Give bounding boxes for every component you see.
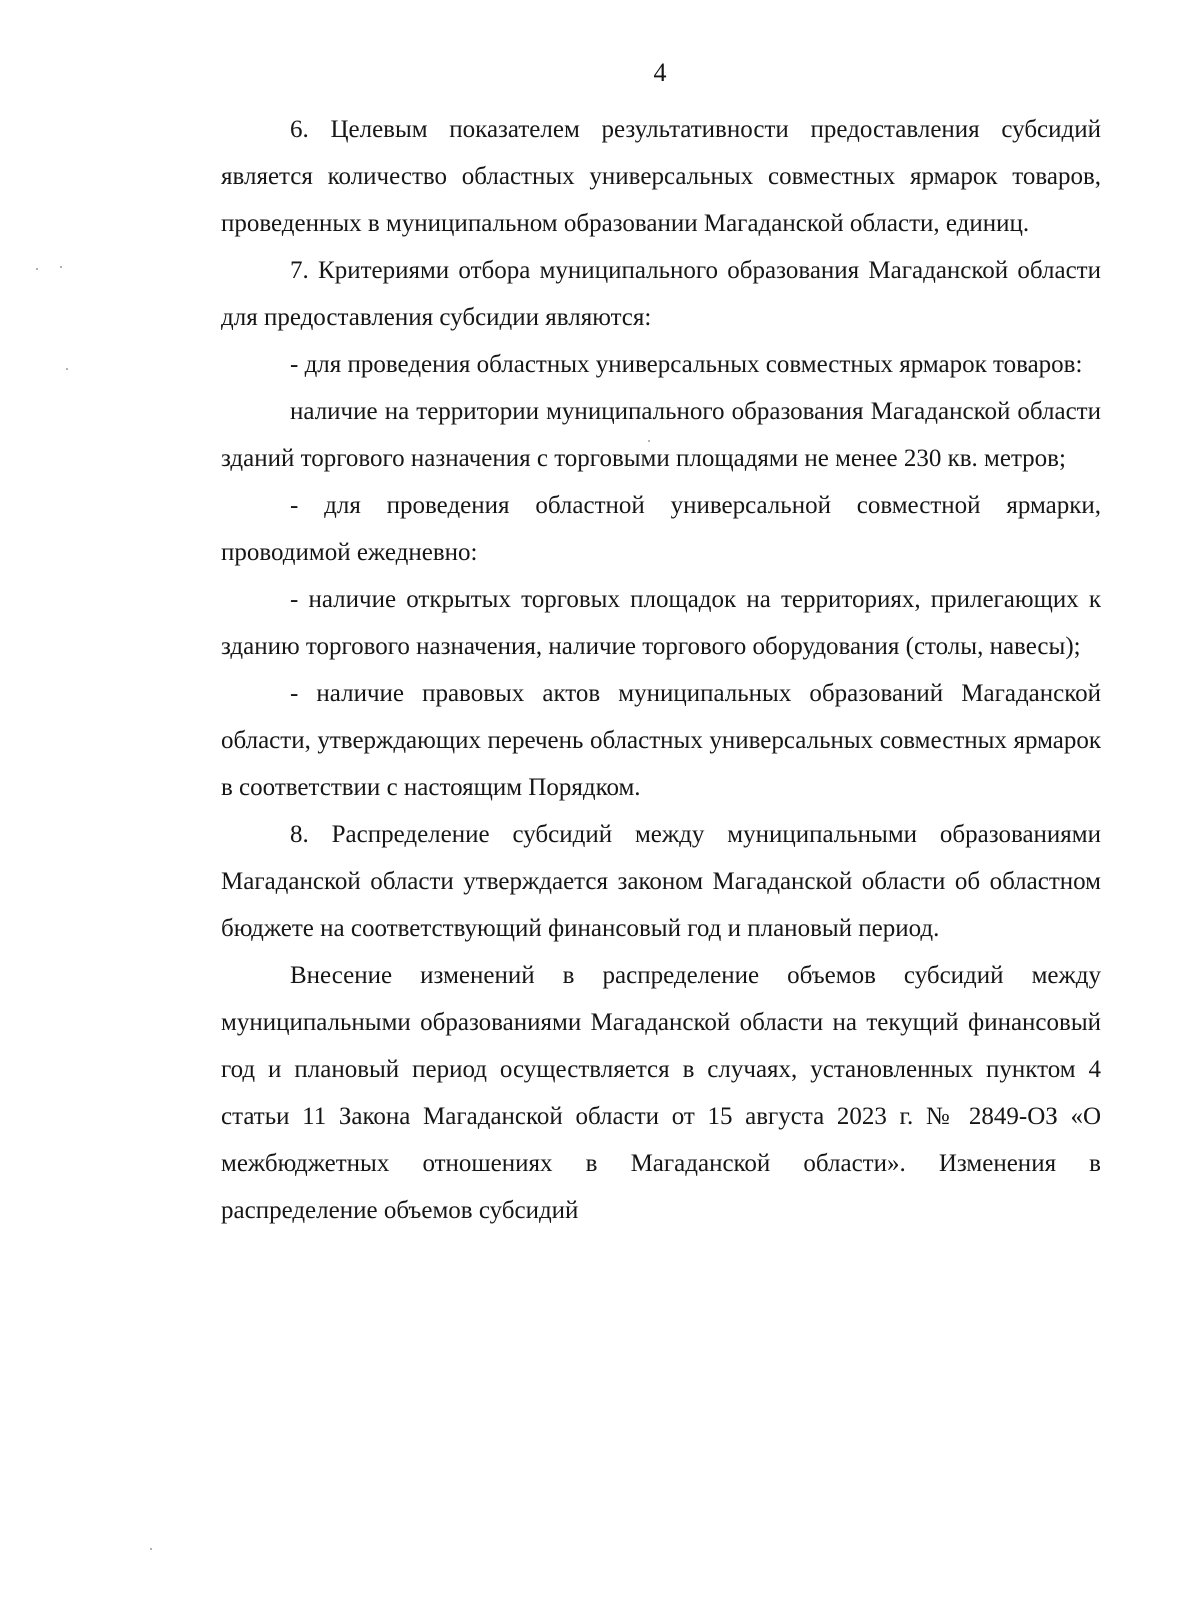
document-body [221,106,1101,1234]
scan-speck [648,440,650,442]
paragraph-6-target-indicator: 6. Целевым показателем результативности предоставления субсидий является количество областных универсальных совместных ярмарок товаров, проведенных в муниципальном образовании Магаданской области, единиц. [221,116,1101,237]
criteria-item-trade-buildings: наличие на территории муниципального образования Магаданской области зданий торгового назначения с торговыми площадями не менее 230 кв. метров; [221,398,1101,472]
scan-speck [36,268,38,270]
paragraph-8-subsidy-distribution: 8. Распределение субсидий между муниципальными образованиями Магаданской области утверждается законом Магаданской области об областном бюджете на соответствующий финансовый год и плановый период. [221,821,1101,942]
scan-speck [150,1548,152,1550]
page-number: 4 [653,58,667,87]
criteria-item-open-trade-areas: - наличие открытых торговых площадок на территориях, прилегающих к зданию торгового назначения, наличие торгового оборудования (столы, навесы); [221,586,1101,660]
criteria-item-legal-acts: - наличие правовых актов муниципальных образований Магаданской области, утверждающих перечень областных универсальных совместных ярмарок в соответствии с настоящим Порядком. [221,680,1101,801]
scan-speck [66,368,68,370]
criteria-item-daily-fair: - для проведения областной универсальной совместной ярмарки, проводимой ежедневно: [221,492,1101,566]
paragraph-7-selection-criteria: 7. Критериями отбора муниципального образования Магаданской области для предоставления субсидии являются: [221,257,1101,331]
paragraph-distribution-changes: Внесение изменений в распределение объемов субсидий между муниципальными образованиями Магаданской области на текущий финансовый год и плановый период осуществляется в случаях, установленных пунктом 4 статьи 11 Закона Магаданской области от 15 августа 2023 г. № 2849-ОЗ «О межбюджетных отношениях в Магаданской области». Изменения в распределение объемов субсидий [221,962,1101,1224]
criteria-item-universal-fairs: - для проведения областных универсальных совместных ярмарок товаров: [290,351,1083,378]
scan-speck [60,266,62,268]
